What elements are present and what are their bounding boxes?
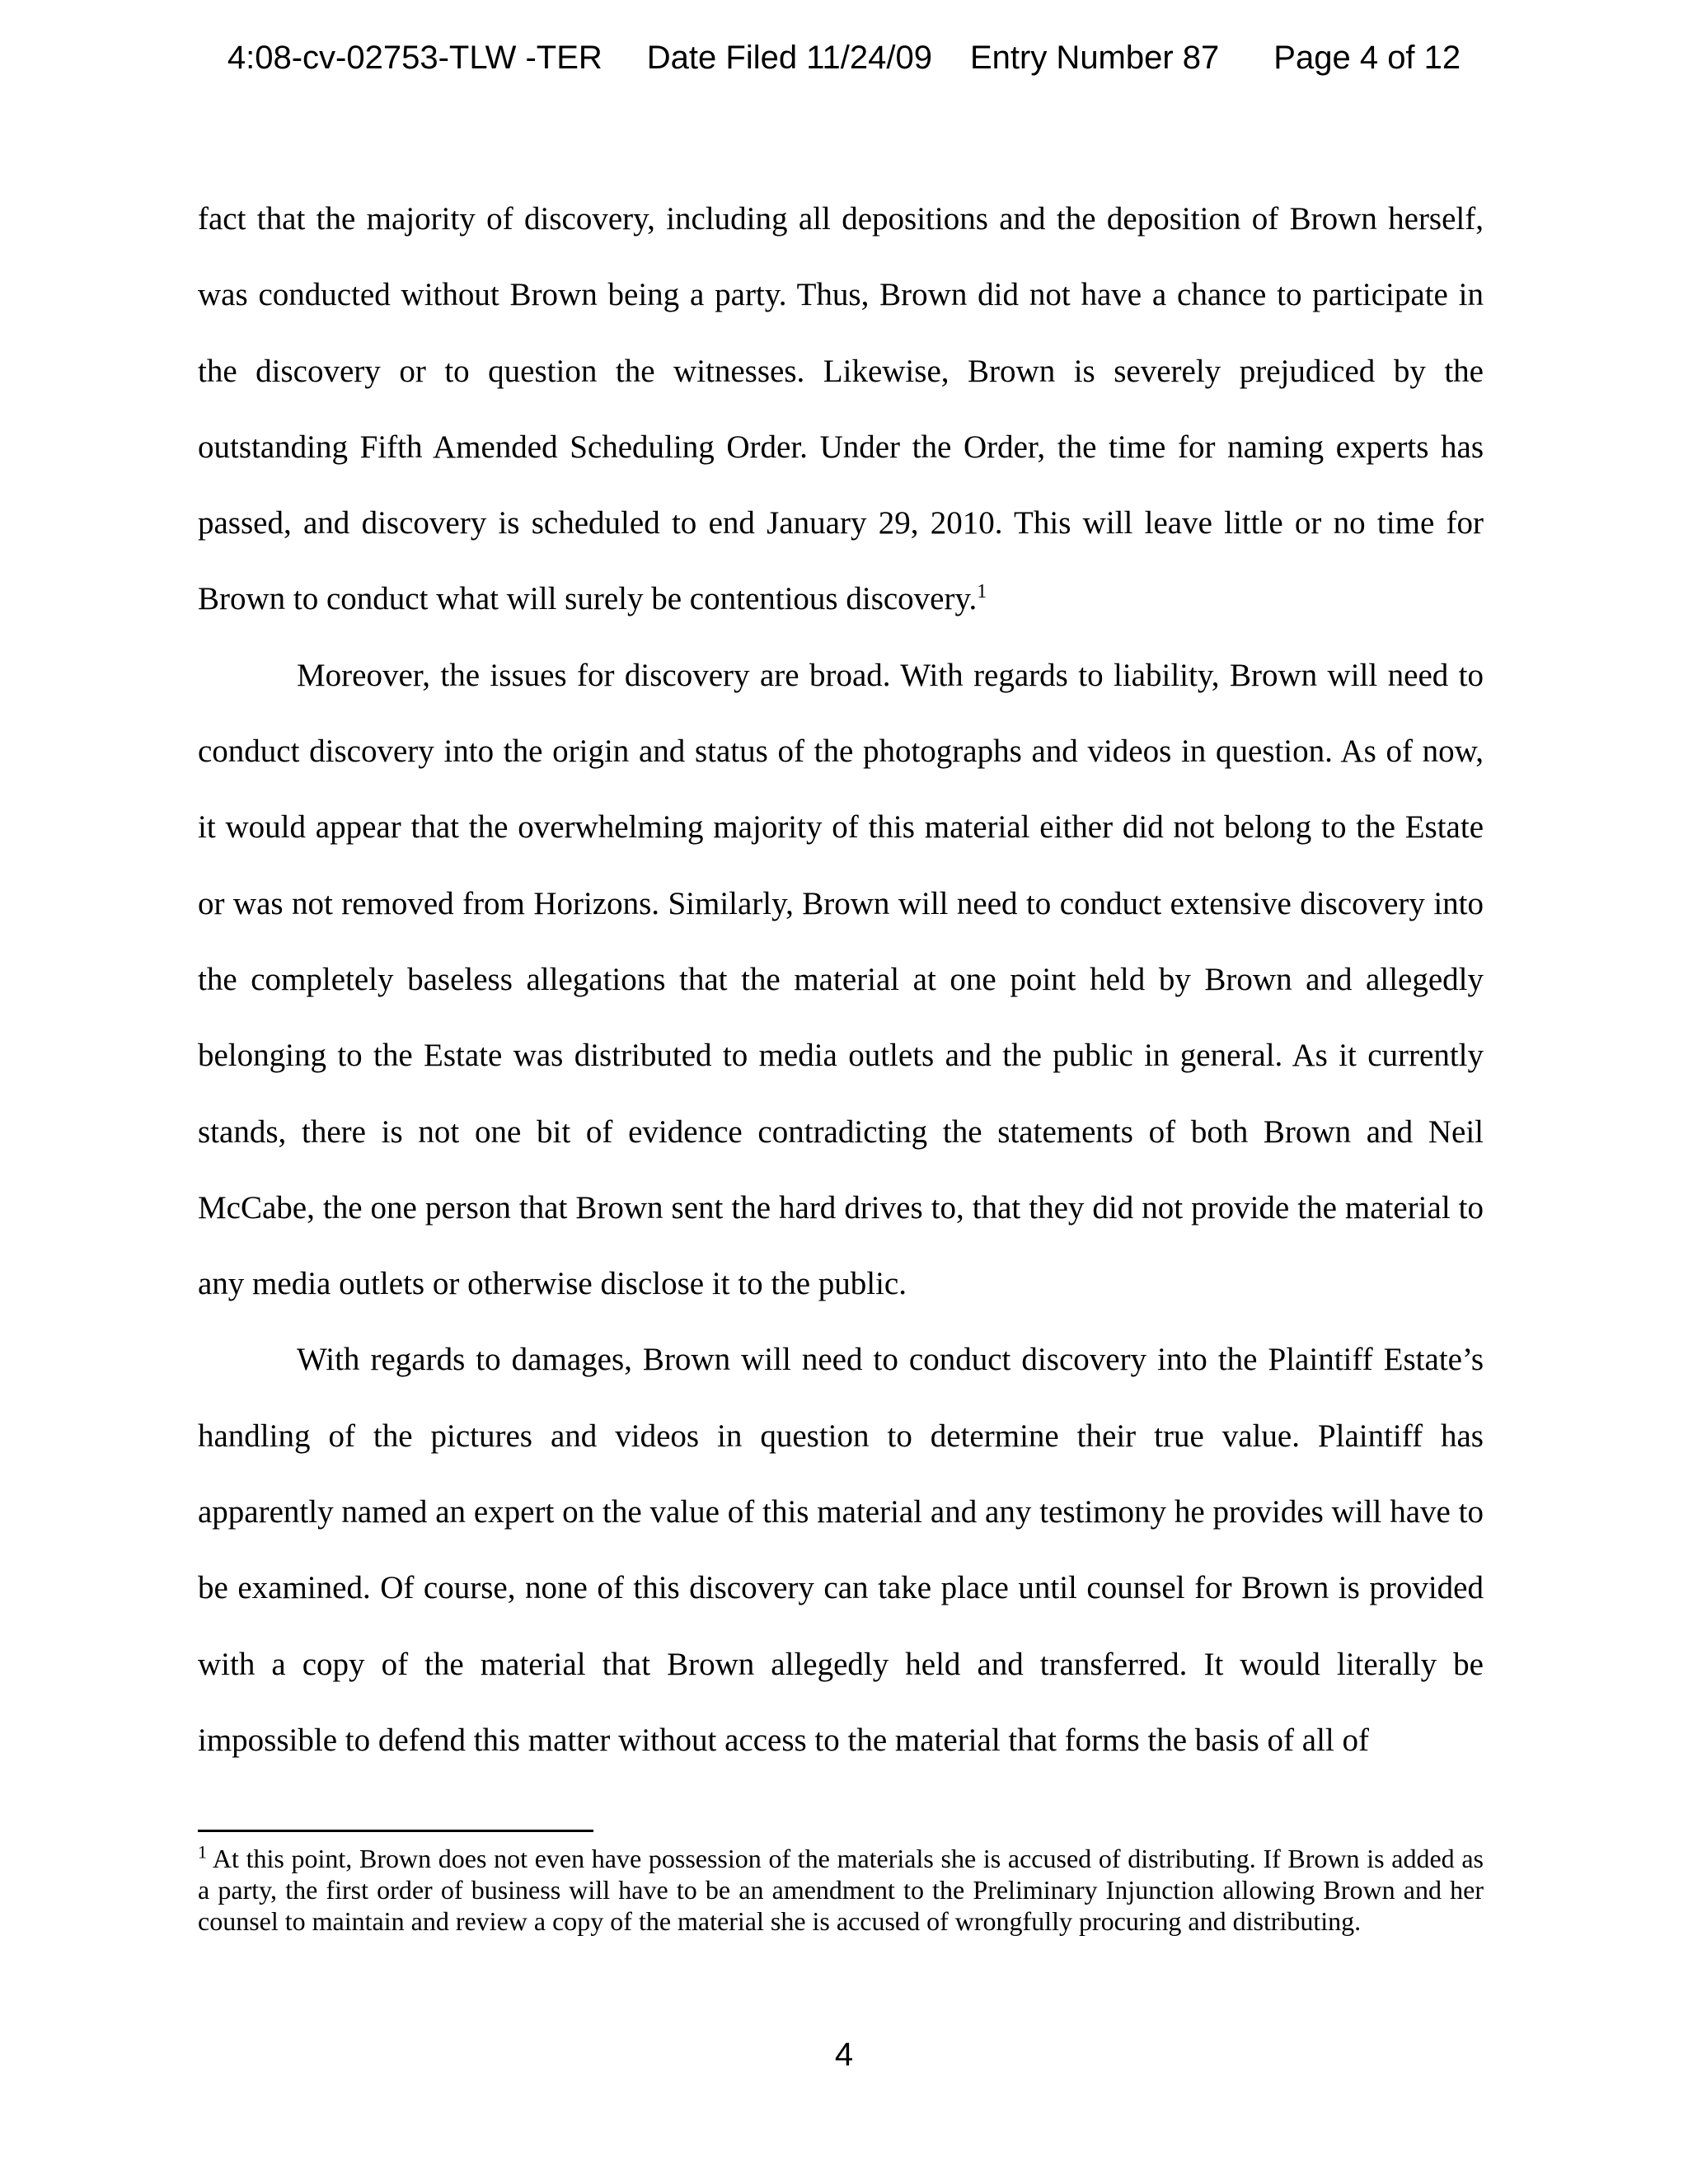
footnote-text: At this point, Brown does not even have possession of the materials she is accused of distributing. If Brown is added as a party, the first order of business will have to be an amendment to the Preliminary Injunction allowing Brown and her counsel to maintain and review a copy of the material she is accused of wrongfully procuring and distributing. (198, 1844, 1484, 1936)
footnote (198, 1843, 1484, 1937)
case-number: 4:08-cv-02753-TLW -TER (227, 40, 603, 76)
body-text (198, 181, 1484, 1779)
page-count: Page 4 of 12 (1273, 40, 1461, 76)
paragraph (198, 181, 1484, 638)
footnote-reference[interactable]: 1 (977, 581, 987, 603)
footnote-marker: 1 (198, 1841, 207, 1863)
page-number: 4 (834, 2036, 854, 2073)
filing-header (0, 35, 1688, 81)
paragraph (198, 1322, 1484, 1779)
footnote-separator (198, 1830, 593, 1832)
paragraph-text: With regards to damages, Brown will need to conduct discovery into the Plaintiff Estate’s handling of the pictures and videos in question to determine their true value. Plaintiff has apparently named an expert on the value of this material and any testimony he provides will have to be examined. Of course, none of this discovery can take place until counsel for Brown is provided with a copy of the material that Brown allegedly held and transferred. It would literally be impossible to defend this matter without access to the material that forms the basis of all of (198, 1342, 1484, 1758)
entry-number: Entry Number 87 (969, 40, 1220, 76)
paragraph-text: Moreover, the issues for discovery are broad. With regards to liability, Brown will need to conduct discovery into the origin and status of the photographs and videos in question. As of now, it would appear that the overwhelming majority of this material either did not belong to the Estate or was not removed from Horizons. Similarly, Brown will need to conduct extensive discovery into the completely baseless allegations that the material at one point held by Brown and allegedly belonging to the Estate was distributed to media outlets and the public in general. As it currently stands, there is not one bit of evidence contradicting the statements of both Brown and Neil McCabe, the one person that Brown sent the hard drives to, that they did not provide the material to any media outlets or otherwise disclose it to the public. (198, 657, 1484, 1302)
paragraph (198, 638, 1484, 1323)
paragraph-text: fact that the majority of discovery, including all depositions and the deposition of Brown herself, was conducted without Brown being a party. Thus, Brown did not have a chance to participate in the discovery or to question the witnesses. Likewise, Brown is severely prejudiced by the outstanding Fifth Amended Scheduling Order. Under the Order, the time for naming experts has passed, and discovery is scheduled to end January 29, 2010. This will leave little or no time for Brown to conduct what will surely be contentious discovery. (198, 201, 1484, 617)
date-filed: Date Filed 11/24/09 (646, 40, 932, 76)
